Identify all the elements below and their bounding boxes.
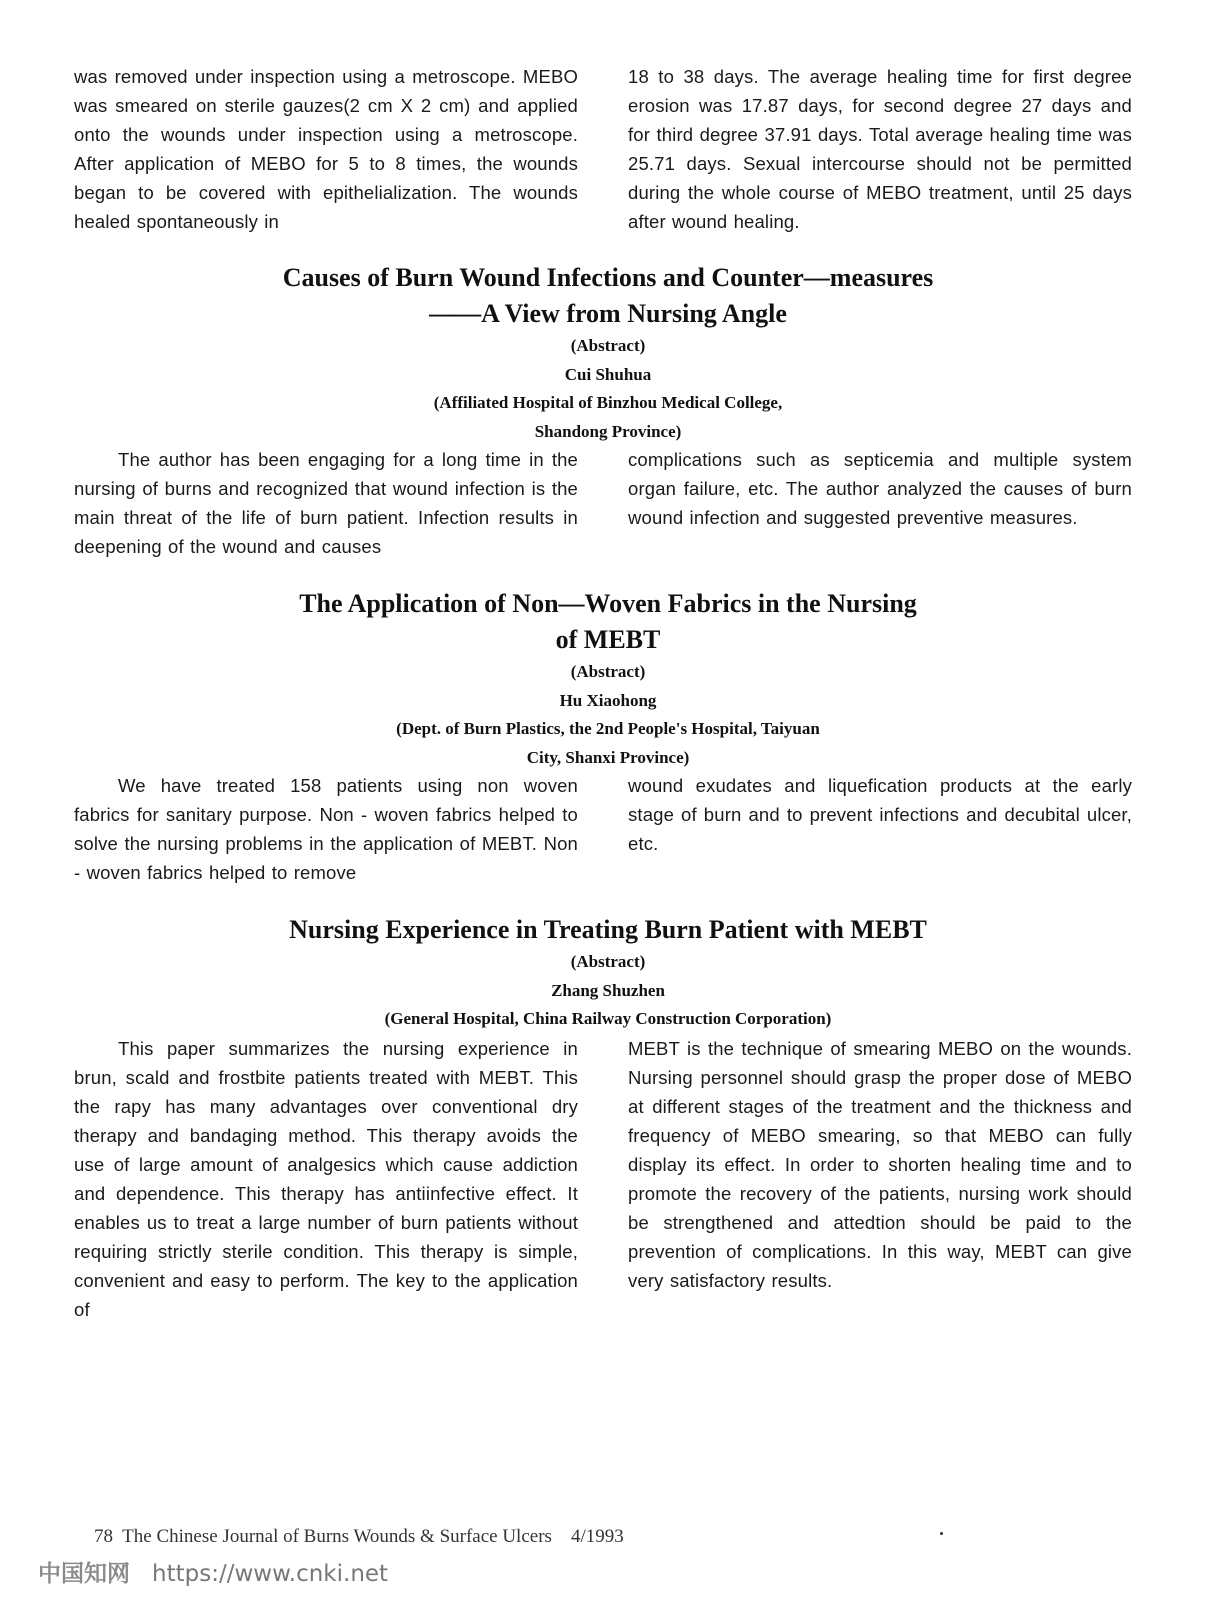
issue-number: 4/1993 [570, 1526, 624, 1547]
article-1-title-line-1: Causes of Burn Wound Infections and Counter—measures [282, 263, 934, 292]
article-2-left-text: We have treated 158 patients using non woven fabrics for sanitary purpose. Non - woven fabrics helped to solve the nursing problems in the application of MEBT. Non - woven fabrics helped to remove [74, 775, 578, 883]
article-2-title-line-2: of MEBT [555, 625, 661, 654]
intro-left-column [74, 62, 578, 236]
article-3-body [74, 1034, 1132, 1324]
article-2-author: Hu Xiaohong [559, 690, 657, 710]
article-3-title: Nursing Experience in Treating Burn Patient with MEBT [289, 915, 927, 944]
cnki-watermark [38, 1555, 388, 1588]
article-3-affiliation: (General Hospital, China Railway Construction Corporation) [384, 1009, 832, 1028]
article-3-left-column [74, 1034, 578, 1324]
article-2-abstract-label: (Abstract) [570, 662, 646, 681]
article-1-left-text: The author has been engaging for a long time in the nursing of burns and recognized that wound infection is the main threat of the life of burn patient. Infection results in deepening of the wound and causes [74, 449, 578, 557]
page-footer [94, 1526, 624, 1548]
article-2-right-column [628, 771, 1132, 887]
journal-name: The Chinese Journal of Burns Wounds & Surface Ulcers [122, 1526, 552, 1547]
intro-right-text: 18 to 38 days. The average healing time for first degree erosion was 17.87 days, for second degree 27 days and for third degree 37.91 days. Total average healing time was 25.71 days. Sexual intercourse should not be permitted during the whole course of MEBO treatment, until 25 days after wound healing. [628, 66, 1132, 232]
article-3-right-text: MEBT is the technique of smearing MEBO on the wounds. Nursing personnel should grasp the proper dose of MEBO at different stages of the treatment and the thickness and frequency of MEBO smearing, so that MEBO can fully display its effect. In order to shorten healing time and to promote the recovery of the patients, nursing work should be strengthened and attedtion should be paid to the prevention of complications. In this way, MEBT can give very satisfactory results. [628, 1038, 1132, 1291]
article-1-author: Cui Shuhua [564, 364, 652, 384]
page-number: 78 [94, 1526, 113, 1547]
article-1-title-line-2: ——A View from Nursing Angle [429, 299, 787, 328]
article-1-affiliation-line-2: Shandong Province) [534, 421, 682, 441]
article-2-affiliation-line-2: City, Shanxi Province) [526, 747, 690, 767]
article-3-abstract-label: (Abstract) [570, 952, 646, 971]
article-2-left-column [74, 771, 578, 887]
article-1-abstract-label: (Abstract) [570, 336, 646, 355]
article-3-left-text: This paper summarizes the nursing experience in brun, scald and frostbite patients treated with MEBT. This the rapy has many advantages over conventional dry therapy and bandaging method. This therapy avoids the use of large amount of analgesics which cause addiction and dependence. This therapy has antiinfective effect. It enables us to treat a large number of burn patients without requiring strictly sterile condition. This therapy is simple, convenient and easy to perform. The key to the application of [74, 1038, 578, 1320]
article-3-right-column [628, 1034, 1132, 1324]
cnki-logo-text: 中国知网 [38, 1561, 130, 1587]
article-1-affiliation-line-1: (Affiliated Hospital of Binzhou Medical College, [433, 393, 783, 412]
article-1-right-column [628, 445, 1132, 561]
intro-columns [74, 62, 1132, 236]
intro-left-text: was removed under inspection using a metroscope. MEBO was smeared on sterile gauzes(2 cm X 2 cm) and applied onto the wounds under inspection using a metroscope. After application of MEBO for 5 to 8 times, the wounds began to be covered with epithelialization. The wounds healed spontaneously in [74, 66, 578, 232]
article-2-header [0, 586, 1216, 772]
article-1-right-text: complications such as septicemia and multiple system organ failure, etc. The author analyzed the causes of burn wound infection and suggested preventive measures. [628, 449, 1132, 528]
intro-right-column [628, 62, 1132, 236]
article-1-left-column [74, 445, 578, 561]
article-3-header [0, 912, 1216, 1034]
article-2-title-line-1: The Application of Non—Woven Fabrics in the Nursing [299, 589, 917, 618]
article-3-author: Zhang Shuzhen [551, 980, 665, 1000]
article-2-body [74, 771, 1132, 887]
stray-mark [940, 1532, 943, 1535]
article-2-affiliation-line-1: (Dept. of Burn Plastics, the 2nd People's Hospital, Taiyuan [396, 719, 820, 738]
cnki-url: https://www.cnki.net [152, 1561, 389, 1587]
article-1-body [74, 445, 1132, 561]
article-1-header [0, 260, 1216, 446]
article-2-right-text: wound exudates and liquefication products at the early stage of burn and to prevent infections and decubital ulcer, etc. [628, 775, 1132, 854]
